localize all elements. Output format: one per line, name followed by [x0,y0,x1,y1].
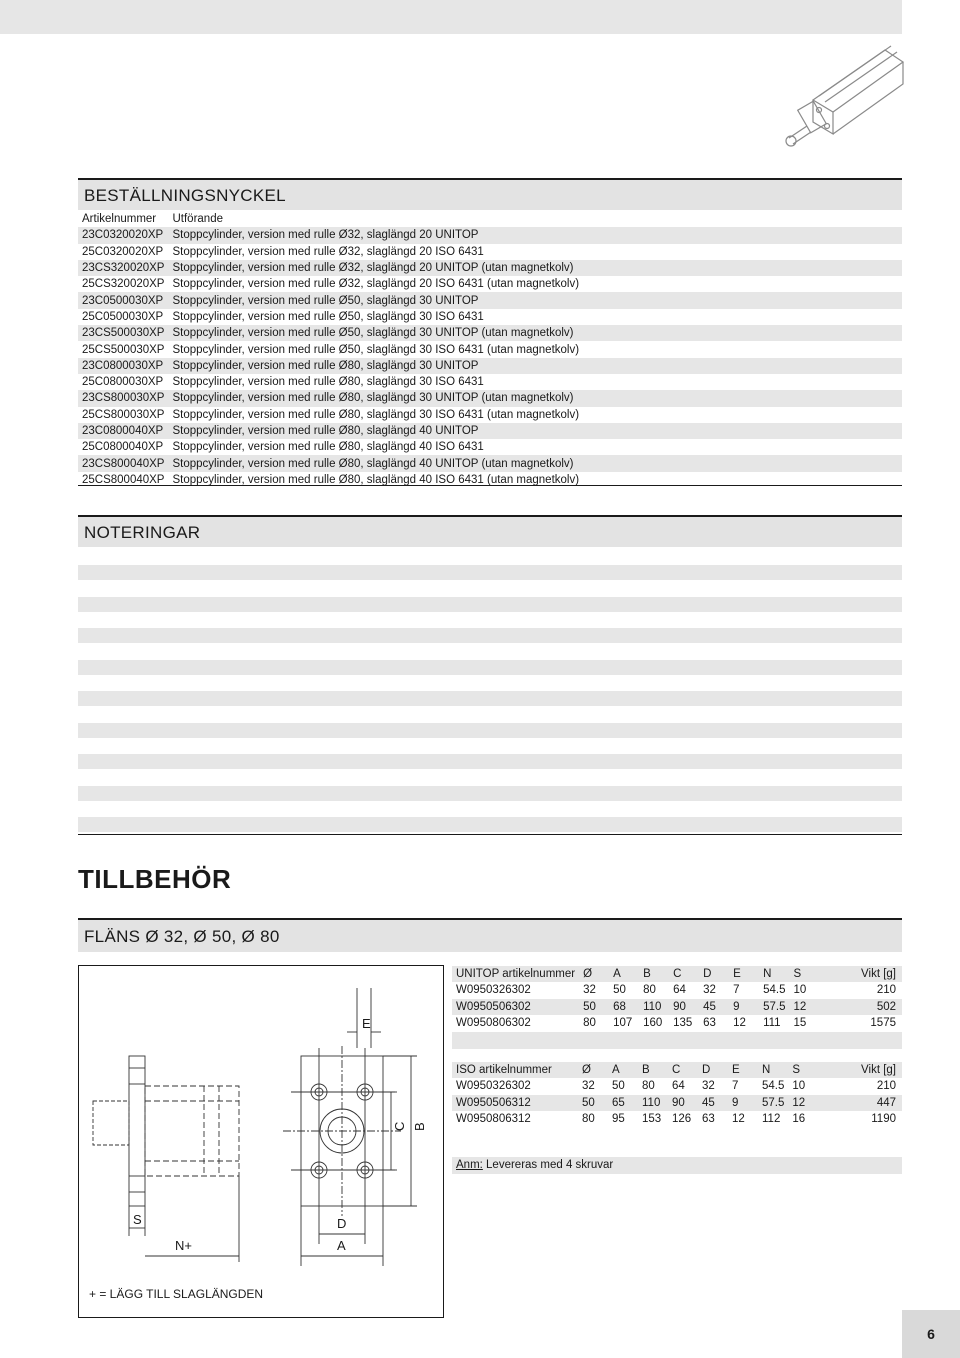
variant-description: Stoppcylinder, version med rulle Ø80, slaglängd 30 UNITOP [172,359,479,372]
article-number: 23C0800040XP [82,425,164,437]
table-cell: 32 [582,1080,595,1093]
table-cell: 210 [876,984,896,997]
table-row [78,407,902,423]
variant-description: Stoppcylinder, version med rulle Ø50, slaglängd 30 ISO 6431 (utan magnetkolv) [172,343,580,356]
article-number: 25C0800040XP [82,441,164,454]
dim-label-n: N+ [175,1238,192,1253]
cylinder-illustration [775,40,905,160]
table-cell: 32 [702,1080,715,1093]
table-row [78,341,902,357]
variant-description: Stoppcylinder, version med rulle Ø32, slaglängd 20 ISO 6431 [172,245,484,258]
column-header: Ø [583,968,593,981]
article-number: 23CS500030XP [82,327,165,340]
variant-description: Stoppcylinder, version med rulle Ø50, slaglängd 30 UNITOP (utan magnetkolv) [172,327,574,340]
column-header: D [702,1064,711,1077]
article-number: 23CS320020XP [82,262,165,275]
article-number: 25CS800030XP [82,408,165,421]
table-cell: 54.5 [763,984,786,997]
note-line [78,565,902,580]
table-cell: 110 [643,1000,662,1013]
table-row [452,999,902,1015]
table-cell: 107 [613,1017,633,1030]
column-header: S [792,1064,801,1077]
table-row [78,358,902,374]
column-header: UNITOP artikelnummer [456,968,576,981]
article-number: W0950326302 [456,1080,531,1093]
table-cell: 64 [673,984,686,997]
article-number: W0950506312 [456,1096,531,1109]
column-header: S [793,968,802,981]
dim-label-s: S [133,1212,142,1227]
variant-description: Stoppcylinder, version med rulle Ø80, slaglängd 30 ISO 6431 [172,376,484,389]
table-cell: 64 [672,1080,685,1093]
table-header-row [452,1062,902,1078]
column-header: ISO artikelnummer [456,1064,552,1077]
stroke-footnote: + = LÄGG TILL SLAGLÄNGDEN [89,1287,264,1301]
table-cell: 502 [876,1000,896,1013]
article-number: W0950506302 [456,1000,531,1013]
table-cell: 12 [792,1096,806,1109]
table-cell: 210 [876,1080,896,1093]
table-row [452,1095,902,1111]
table-row [78,374,902,390]
table-row [78,227,902,243]
article-number: 25C0500030XP [82,310,164,323]
table-cell: 1575 [870,1017,896,1030]
table-row [78,244,902,260]
table-cell: 112 [762,1113,781,1126]
note-line [78,628,902,643]
table-row [78,309,902,325]
table-cell: 32 [583,984,596,997]
column-header: Artikelnummer [82,213,157,226]
variant-description: Stoppcylinder, version med rulle Ø80, slaglängd 40 ISO 6431 [172,441,484,454]
table-row [78,325,902,341]
table-cell: 9 [733,1000,740,1013]
variant-description: Stoppcylinder, version med rulle Ø80, slaglängd 30 ISO 6431 (utan magnetkolv) [172,408,580,421]
variant-description: Stoppcylinder, version med rulle Ø32, slaglängd 20 UNITOP (utan magnetkolv) [172,262,574,275]
variant-description: Stoppcylinder, version med rulle Ø80, slaglängd 40 UNITOP [172,425,479,437]
table-cell: 32 [703,984,716,997]
table-cell: 80 [582,1113,595,1126]
divider [78,834,902,835]
table-cell: 160 [643,1017,663,1030]
table-cell: 63 [702,1113,715,1126]
table-cell: 12 [732,1113,745,1126]
table-cell: 12 [793,1000,807,1013]
table-cell: 45 [702,1096,715,1109]
article-number: 25CS320020XP [82,278,165,291]
note-line [78,691,902,706]
article-number: 23C0320020XP [82,229,164,242]
article-number: W0950806312 [456,1113,531,1126]
note-line [78,754,902,769]
table-cell: 447 [876,1096,896,1109]
table-cell: 9 [732,1096,739,1109]
note-line [78,597,902,612]
variant-description: Stoppcylinder, version med rulle Ø50, slaglängd 30 ISO 6431 [172,310,484,323]
article-number: 25C0320020XP [82,245,164,258]
column-header: Ø [582,1064,591,1077]
table-header-row [452,966,902,982]
article-number: 23CS800030XP [82,392,165,405]
article-number: 23CS800040XP [82,457,165,470]
table-row [78,390,902,406]
article-number: W0950326302 [456,984,531,997]
notes-heading: NOTERINGAR [78,515,902,547]
note-line [78,786,902,801]
table-cell: 90 [672,1096,685,1109]
flange-heading: FLÄNS Ø 32, Ø 50, Ø 80 [78,918,902,952]
article-number: 25C0800030XP [82,376,164,389]
table-row [78,276,902,292]
table-row [78,292,902,308]
table-cell: 50 [613,984,626,997]
article-number: 23C0500030XP [82,294,164,307]
variant-description: Stoppcylinder, version med rulle Ø80, slaglängd 30 UNITOP (utan magnetkolv) [172,392,574,405]
variant-description: Stoppcylinder, version med rulle Ø32, slaglängd 20 UNITOP [172,229,479,242]
table-cell: 153 [642,1113,662,1126]
table-cell: 50 [612,1080,625,1093]
column-header: B [643,968,651,981]
table-cell: 65 [612,1096,625,1109]
iso-spec-table [452,1062,902,1127]
table-cell: 80 [643,984,656,997]
table-row [452,1015,902,1031]
order-key-heading: BESTÄLLNINGSNYCKEL [78,178,902,210]
column-header: E [732,1064,740,1077]
table-cell: 80 [583,1017,596,1030]
table-row [452,1078,902,1094]
table-cell: 50 [582,1096,595,1109]
dim-label-b: B [412,1122,427,1131]
table-row [452,1111,902,1127]
table-cell: 16 [792,1113,806,1126]
dim-label-e: E [362,1016,371,1031]
page-number: 6 [902,1310,960,1358]
column-header: E [733,968,741,981]
table-spacer [452,1032,902,1049]
article-number: 23C0800030XP [82,359,164,372]
article-number: W0950806302 [456,1017,531,1030]
table-cell: 1190 [871,1113,896,1126]
column-header: D [703,968,712,981]
variant-description: Stoppcylinder, version med rulle Ø80, slaglängd 40 ISO 6431 (utan magnetkolv) [172,473,580,486]
flange-drawing [78,965,444,1318]
column-header: A [613,968,621,981]
top-bar [0,0,902,34]
note-line [78,817,902,832]
order-key-table [78,211,902,488]
table-row [78,439,902,455]
dim-label-d: D [337,1216,347,1231]
table-cell: 10 [793,984,807,997]
table-cell: 63 [703,1017,716,1030]
table-cell: 111 [763,1017,781,1030]
dim-label-c: C [392,1121,407,1131]
column-header: N [763,968,772,981]
column-header: N [762,1064,771,1077]
column-header: Vikt [g] [861,1064,896,1077]
table-cell: 10 [792,1080,806,1093]
table-cell: 45 [703,1000,716,1013]
table-cell: 7 [733,984,740,997]
variant-description: Stoppcylinder, version med rulle Ø32, slaglängd 20 ISO 6431 (utan magnetkolv) [172,278,580,291]
table-cell: 7 [732,1080,739,1093]
table-cell: 126 [672,1113,692,1126]
table-cell: 95 [612,1113,625,1126]
column-header: B [642,1064,650,1077]
note-line [78,660,902,675]
article-number: 25CS800040XP [82,473,165,486]
column-header: Vikt [g] [861,968,896,981]
table-cell: 15 [793,1017,807,1030]
accessories-title: TILLBEHÖR [78,864,232,894]
table-row [78,423,902,439]
table-cell: 135 [673,1017,693,1030]
table-row [78,455,902,471]
dim-label-a: A [337,1238,346,1253]
remark [452,1157,902,1174]
column-header: Utförande [172,213,223,226]
column-header: C [672,1064,681,1077]
table-cell: 57.5 [763,1000,786,1013]
note-line [78,723,902,738]
divider [78,485,902,486]
table-cell: 12 [733,1017,746,1030]
table-cell: 80 [642,1080,655,1093]
table-cell: 54.5 [762,1080,785,1093]
article-number: 25CS500030XP [82,343,165,356]
table-cell: 50 [583,1000,596,1013]
variant-description: Stoppcylinder, version med rulle Ø80, slaglängd 40 UNITOP (utan magnetkolv) [172,457,574,470]
table-cell: 68 [613,1000,626,1013]
unitop-spec-table [452,966,902,1031]
table-row [78,260,902,276]
table-cell: 90 [673,1000,686,1013]
remark-label: Anm: [456,1159,483,1171]
remark-text: Levereras med 4 skruvar [482,1159,614,1171]
column-header: C [673,968,682,981]
variant-description: Stoppcylinder, version med rulle Ø50, slaglängd 30 UNITOP [172,294,479,307]
column-header: A [612,1064,620,1077]
table-cell: 57.5 [762,1096,785,1109]
table-cell: 110 [642,1096,661,1109]
table-row [452,982,902,998]
